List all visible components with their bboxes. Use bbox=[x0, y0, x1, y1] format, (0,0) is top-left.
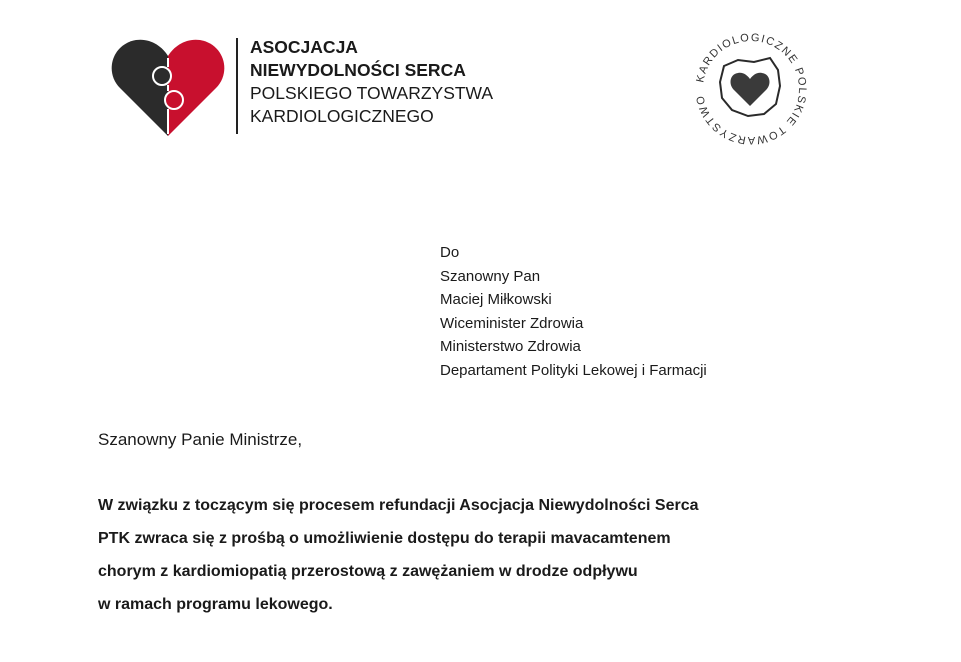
logo-divider bbox=[236, 38, 238, 134]
address-line: Departament Polityki Lekowej i Farmacji bbox=[440, 361, 707, 379]
address-line: Ministerstwo Zdrowia bbox=[440, 338, 581, 355]
puzzle-knob-lower bbox=[165, 91, 183, 109]
org-name-line-2: NIEWYDOLNOŚCI SERCA bbox=[250, 60, 466, 80]
poland-map-heart-icon bbox=[686, 24, 816, 154]
body-line: w ramach programu lekowego. bbox=[98, 596, 333, 613]
address-line: Wiceminister Zdrowia bbox=[440, 314, 584, 332]
puzzle-knob-upper bbox=[153, 67, 171, 85]
body-line: chorym z kardiomiopatią przerostową z zawężaniem w drodze odpływu bbox=[98, 563, 638, 580]
puzzle-heart-icon bbox=[110, 36, 226, 138]
address-line: Do bbox=[440, 244, 460, 261]
org-name-line-3: POLSKIEGO TOWARZYSTWA bbox=[250, 83, 494, 103]
body-line: W związku z toczącym się procesem refundacji Asocjacja Niewydolności Serca bbox=[98, 497, 699, 514]
organization-name bbox=[250, 36, 493, 128]
org-name-line-4: KARDIOLOGICZNEGO bbox=[250, 106, 434, 126]
stamp-heart bbox=[731, 73, 770, 106]
heart-right-piece bbox=[168, 40, 224, 136]
org-name-line-1: ASOCJACJA bbox=[250, 37, 358, 57]
letter-body bbox=[98, 489, 858, 621]
heart-left-piece bbox=[112, 40, 168, 136]
address-line: Maciej Miłkowski bbox=[440, 291, 552, 308]
body-line: PTK zwraca się z prośbą o umożliwienie dostępu do terapii mavacamtenem bbox=[98, 530, 671, 547]
recipient-address bbox=[440, 241, 707, 382]
stamp-ring-text: KARDIOLOGICZNE POLSKIE TOWARZYSTWO bbox=[694, 31, 809, 147]
address-line: Szanowny Pan bbox=[440, 267, 541, 285]
salutation: Szanowny Panie Ministrze, bbox=[98, 430, 303, 449]
